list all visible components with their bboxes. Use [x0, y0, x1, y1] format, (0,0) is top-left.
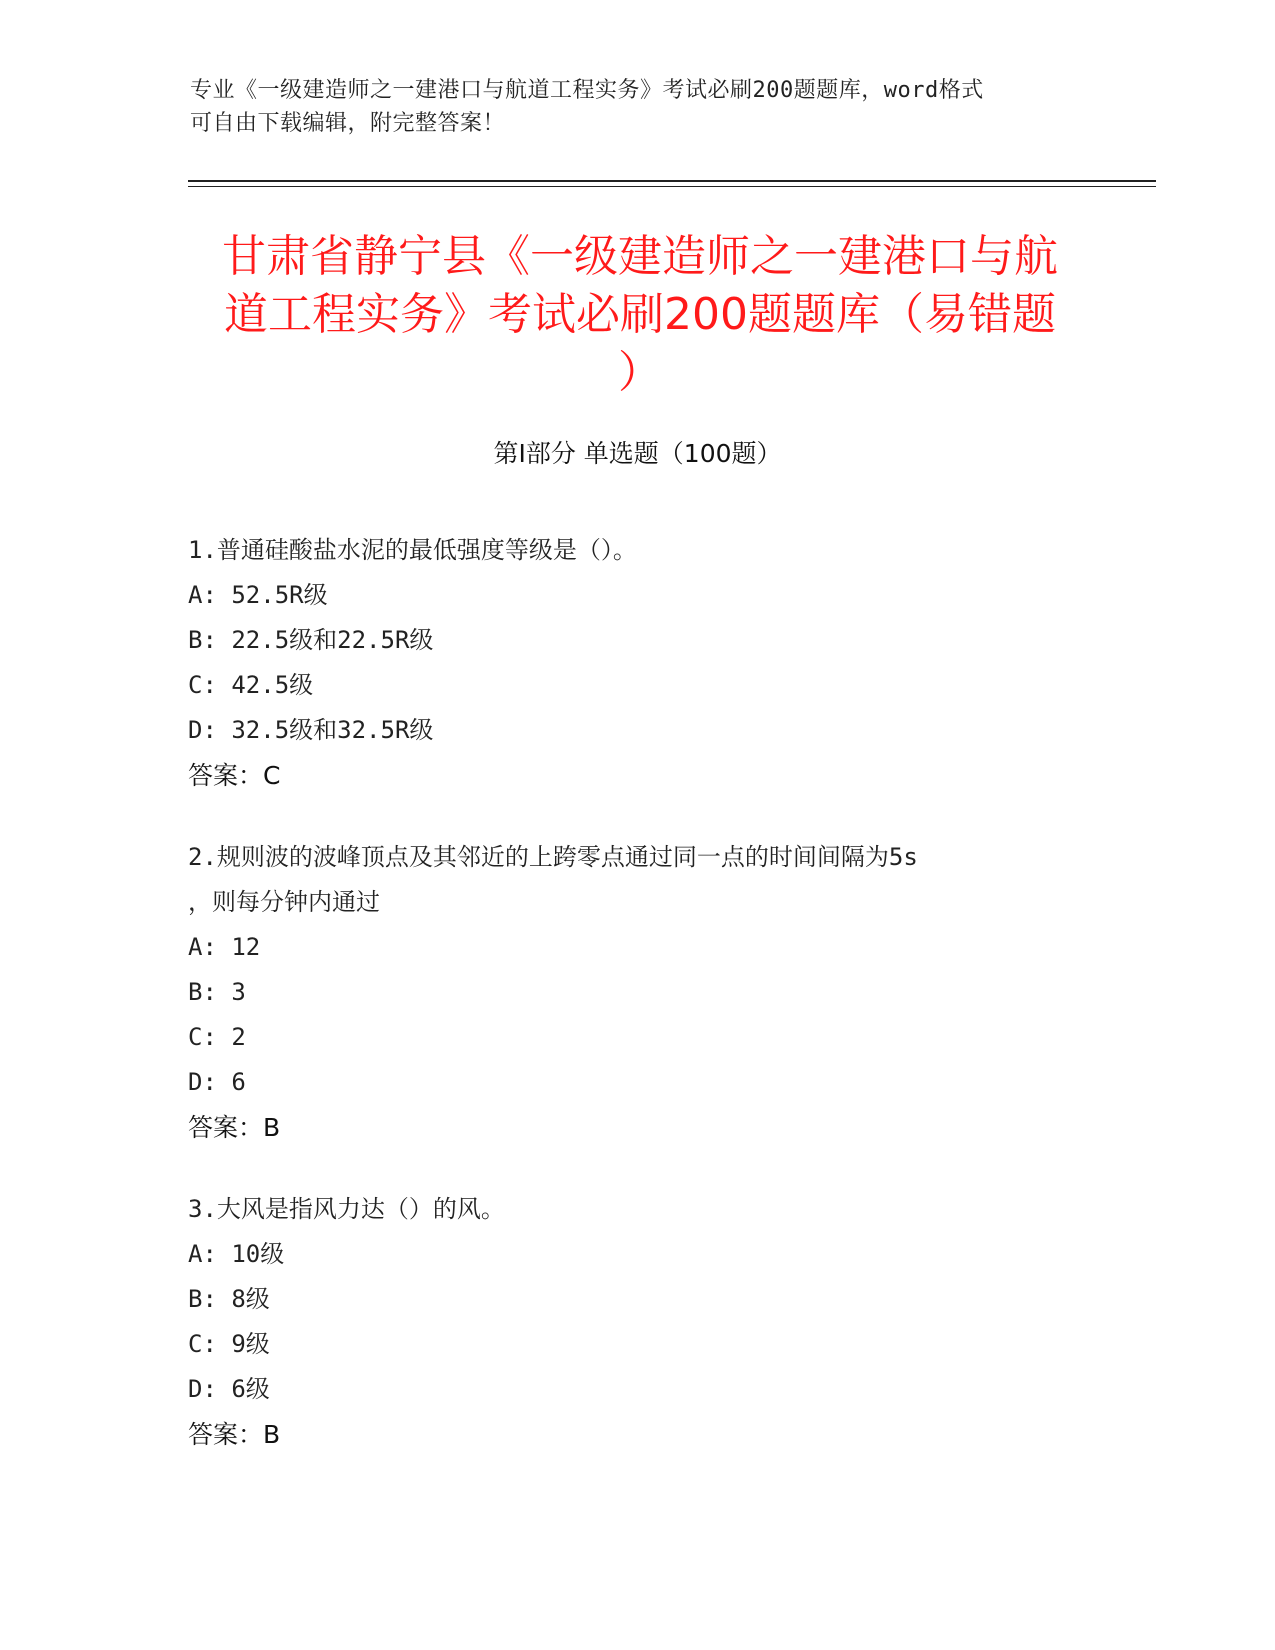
- question-stem: 1.普通硅酸盐水泥的最低强度等级是（）。: [188, 536, 637, 564]
- page-title-line-3: ）: [618, 347, 662, 398]
- option-b: B: 8级: [188, 1285, 270, 1313]
- option-c: C: 2: [188, 1023, 246, 1051]
- option-a: A: 10级: [188, 1240, 285, 1268]
- header-rule-thin: [188, 186, 1156, 187]
- option-d: D: 6级: [188, 1375, 270, 1403]
- option-b: B: 22.5级和22.5R级: [188, 626, 434, 654]
- answer: 答案：B: [188, 1420, 281, 1449]
- option-a: A: 12: [188, 933, 261, 961]
- header-rule-thick: [188, 180, 1156, 182]
- page-title: [190, 228, 1090, 402]
- option-c: C: 42.5级: [188, 671, 314, 699]
- option-a: A: 52.5R级: [188, 581, 328, 609]
- header-note: [190, 74, 1070, 140]
- question-stem: 2.规则波的波峰顶点及其邻近的上跨零点通过同一点的时间间隔为5s: [188, 843, 918, 871]
- header-note-line-2: 可自由下载编辑，附完整答案！: [190, 111, 506, 136]
- option-d: D: 32.5级和32.5R级: [188, 716, 434, 744]
- question-stem: 3.大风是指风力达（）的风。: [188, 1195, 505, 1223]
- option-c: C: 9级: [188, 1330, 270, 1358]
- section-heading: 第Ⅰ部分 单选题（100题）: [493, 439, 782, 468]
- question-stem-continued: ，则每分钟内通过: [188, 888, 380, 916]
- header-note-line-1: 专业《一级建造师之一建港口与航道工程实务》考试必刷200题题库，word格式: [190, 78, 984, 103]
- option-d: D: 6: [188, 1068, 246, 1096]
- question-list: [188, 528, 1068, 1494]
- answer: 答案：C: [188, 761, 281, 790]
- page-title-line-1: 甘肃省静宁县《一级建造师之一建港口与航: [222, 231, 1058, 282]
- question-item: [188, 1187, 1068, 1457]
- question-item: [188, 835, 1068, 1150]
- page-title-line-2: 道工程实务》考试必刷200题题库（易错题: [224, 289, 1056, 340]
- option-b: B: 3: [188, 978, 246, 1006]
- question-item: [188, 528, 1068, 798]
- answer: 答案：B: [188, 1113, 281, 1142]
